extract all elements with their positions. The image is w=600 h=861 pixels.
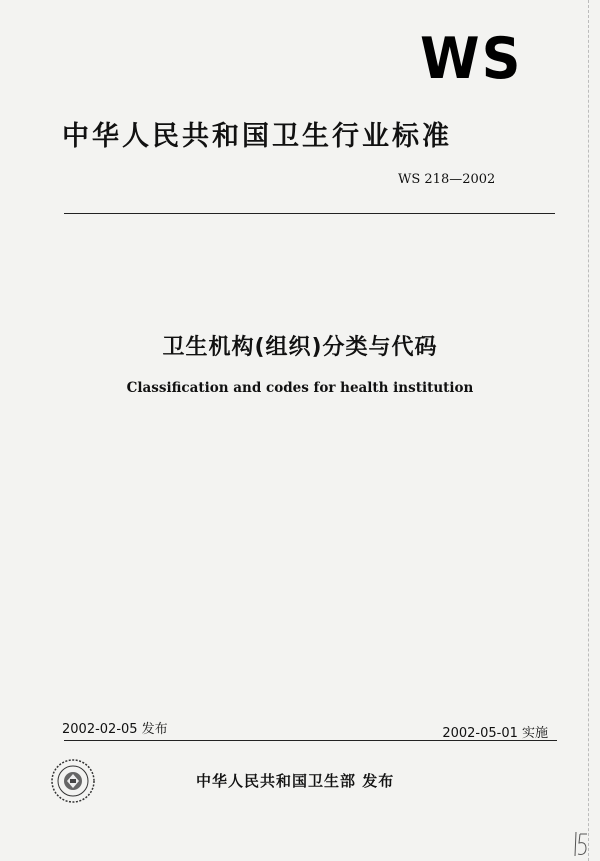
standard-category-title: 中华人民共和国卫生行业标准 [62, 121, 452, 152]
document-title-chinese: 卫生机构(组织)分类与代码 [162, 335, 438, 360]
standard-number: WS 218—2002 [398, 172, 496, 187]
bottom-divider [64, 740, 557, 741]
scan-edge-line [588, 0, 591, 861]
ws-logo: WS [420, 25, 523, 92]
top-divider [64, 213, 555, 214]
issue-date: 2002-02-05 发布 [62, 722, 168, 737]
publisher: 中华人民共和国卫生部 发布 [196, 772, 395, 790]
ministry-seal-icon [50, 758, 96, 804]
effective-date: 2002-05-01 实施 [442, 726, 548, 741]
document-title-english: Classification and codes for health institution [126, 380, 474, 396]
